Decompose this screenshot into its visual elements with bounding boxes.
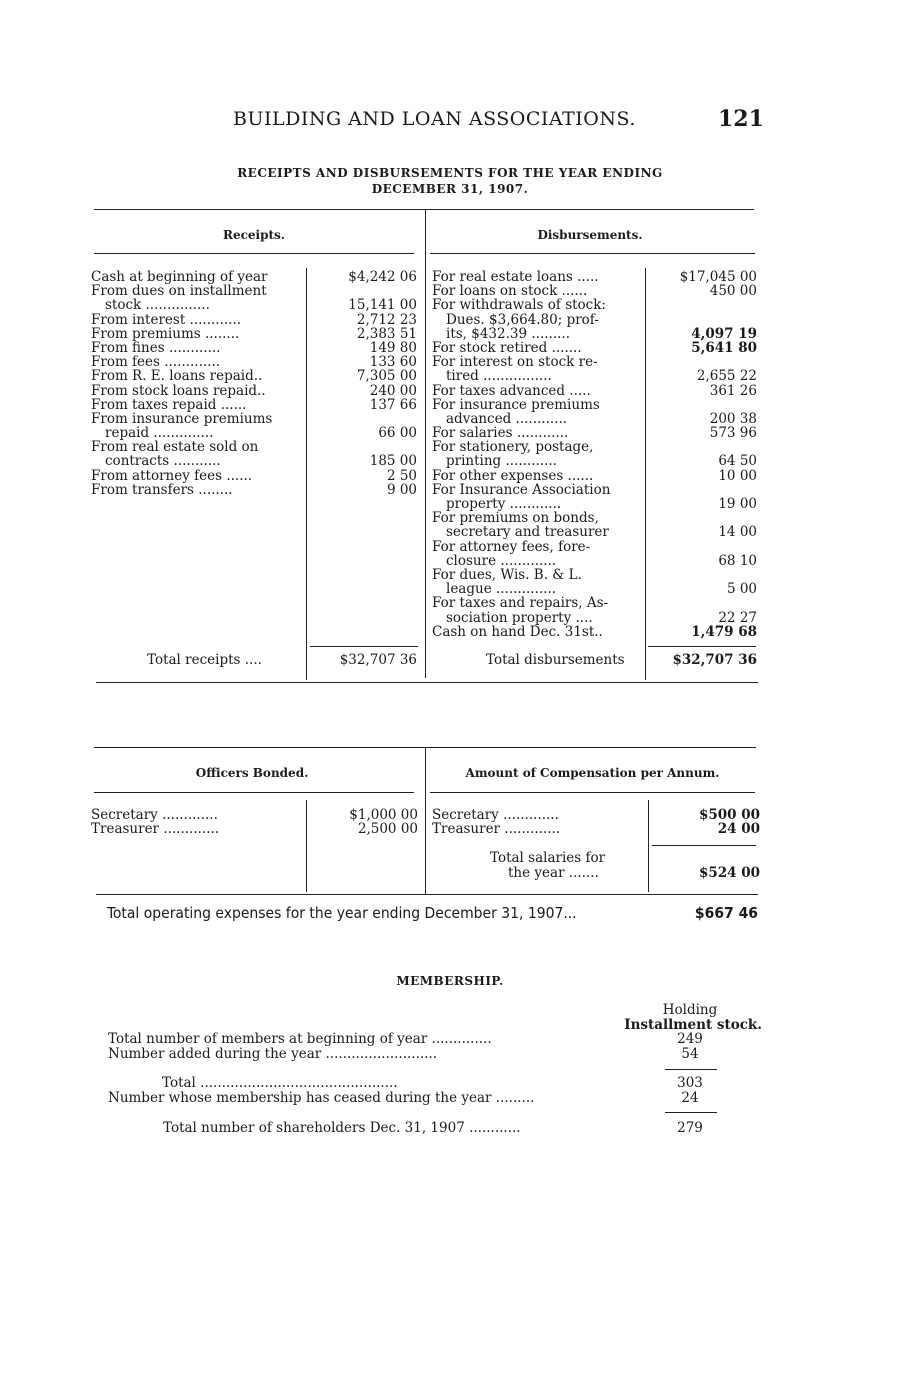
compensation-total-rule: [652, 845, 756, 846]
page-number: 121: [718, 106, 764, 132]
shareholders-value: 279: [677, 1120, 703, 1136]
disbursement-row: sociation property .... 22 27: [446, 609, 757, 626]
table-center-divider: [425, 210, 426, 678]
operating-expenses-amount: $667 46: [694, 904, 758, 922]
disbursement-row: For salaries ............ 573 96: [432, 425, 757, 442]
disbursement-row: For real estate loans ..... $17,045 00: [432, 269, 757, 285]
disbursements-rows: [432, 270, 757, 639]
disbursement-row: Cash on hand Dec. 31st.. 1,479 68: [432, 623, 757, 640]
receipt-row: From transfers ........ 9 00: [91, 481, 417, 498]
disbursements-total-label: Total disbursements: [486, 652, 625, 668]
compensation-row: Treasurer ............. 24 00: [432, 821, 760, 838]
membership-col-head-2: Installment stock.: [624, 1017, 762, 1033]
disbursement-row: printing ............ 64 50: [446, 453, 757, 470]
membership-total-label: Total ..............................................: [162, 1075, 398, 1091]
compensation-heading: Amount of Compensation per Annum.: [465, 766, 720, 780]
receipt-row: From real estate sold on: [91, 440, 259, 455]
receipt-row: From stock loans repaid.. 240 00: [91, 382, 417, 399]
compensation-total-amount: $524 00: [698, 865, 760, 881]
receipts-total-label: Total receipts ....: [147, 652, 262, 668]
disbursement-row: For loans on stock ...... 450 00: [432, 283, 757, 300]
membership-total-value: 303: [677, 1075, 703, 1091]
membership-ceased-label: Number whose membership has ceased during the year .........: [108, 1090, 535, 1106]
operating-expenses-label: Total operating expenses for the year ending December 31, 1907...: [107, 904, 577, 922]
officers-bottom-rule: [96, 894, 758, 895]
receipt-row: From attorney fees ...... 2 50: [91, 467, 417, 484]
membership-subtotal-rule: [665, 1069, 717, 1070]
disbursements-heading: Disbursements.: [537, 228, 643, 242]
receipt-row: From R. E. loans repaid.. 7,305 00: [91, 368, 417, 385]
disbursement-row: For interest on stock re-: [432, 355, 598, 370]
disbursement-row: For attorney fees, fore-: [432, 539, 591, 554]
receipt-row: From fees ............. 133 60: [91, 354, 417, 371]
membership-final-rule: [665, 1112, 717, 1113]
receipts-heading: Receipts.: [223, 228, 285, 242]
disbursement-row: league .............. 5 00: [446, 581, 757, 598]
disbursement-row: For taxes advanced ..... 361 26: [432, 382, 757, 399]
officers-bonded-heading: Officers Bonded.: [195, 766, 309, 780]
compensation-row: Secretary ............. $500 00: [432, 807, 760, 823]
receipt-row: From premiums ........ 2,383 51: [91, 325, 417, 342]
membership-row-label: Number added during the year ..........................: [108, 1046, 438, 1062]
receipt-row: From interest ............ 2,712 23: [91, 311, 417, 328]
disbursement-row: tired ................ 2,655 22: [446, 368, 757, 385]
receipt-row: Cash at beginning of year $4,242 06: [91, 269, 417, 285]
disbursement-row: For dues, Wis. B. & L.: [432, 567, 582, 583]
shareholders-label: Total number of shareholders Dec. 31, 1907 ............: [163, 1120, 521, 1136]
disbursements-heading-rule: [430, 253, 755, 254]
receipt-row: contracts ........... 185 00: [105, 453, 417, 470]
receipt-row: From insurance premiums: [91, 411, 273, 427]
disbursement-row: closure ............. 68 10: [446, 552, 757, 569]
running-header-title: BUILDING AND LOAN ASSOCIATIONS.: [233, 108, 636, 130]
disbursement-row: secretary and treasurer 14 00: [446, 524, 757, 541]
membership-row-value: 54: [681, 1046, 699, 1062]
table-caption-line-1: RECEIPTS AND DISBURSEMENTS FOR THE YEAR ENDING: [237, 166, 663, 180]
receipt-row: stock ............... 15,141 00: [105, 297, 417, 314]
receipt-row: From fines ............ 149 80: [91, 339, 417, 356]
table-top-rule: [94, 209, 754, 210]
officers-center-divider: [425, 748, 426, 894]
membership-ceased-value: 24: [681, 1090, 699, 1106]
disbursement-row: Dues. $3,664.80; prof-: [446, 312, 599, 327]
disbursement-row: For stationery, postage,: [432, 440, 594, 455]
disbursement-row: For withdrawals of stock:: [432, 298, 606, 313]
compensation-rows: [432, 808, 760, 836]
disbursement-row: For stock retired ....... 5,641 80: [432, 339, 757, 356]
officers-rows: [91, 808, 418, 836]
membership-heading: MEMBERSHIP.: [396, 974, 504, 988]
receipt-row: From dues on installment: [91, 284, 267, 299]
officer-row: Treasurer ............. 2,500 00: [91, 821, 418, 838]
membership-col-head-1: Holding: [662, 1002, 718, 1018]
officers-heading-rule: [94, 792, 414, 793]
disbursements-total-rule: [648, 646, 756, 647]
membership-row-label: Total number of members at beginning of year ..............: [108, 1031, 492, 1047]
receipts-total-amount: $32,707 36: [339, 652, 417, 668]
disbursement-row: For Insurance Association: [432, 482, 611, 498]
disbursement-row: advanced ............ 200 38: [446, 410, 757, 427]
disbursements-total-amount: $32,707 36: [672, 652, 757, 668]
disbursement-row: For premiums on bonds,: [432, 511, 599, 526]
disbursement-row: its, $432.39 ......... 4,097 19: [446, 325, 757, 342]
receipt-row: repaid .............. 66 00: [105, 425, 417, 442]
receipts-heading-rule: [94, 253, 414, 254]
receipts-total-rule: [310, 646, 418, 647]
disbursement-row: For insurance premiums: [432, 397, 600, 412]
table-bottom-rule: [96, 682, 758, 683]
compensation-heading-rule: [430, 792, 755, 793]
receipt-row: From taxes repaid ...... 137 66: [91, 396, 417, 413]
receipts-rows: [91, 270, 417, 497]
disbursement-row: For taxes and repairs, As-: [432, 596, 609, 611]
membership-row-value: 249: [677, 1031, 703, 1047]
compensation-total-label-1: Total salaries for: [490, 850, 606, 866]
table-caption-line-2: DECEMBER 31, 1907.: [371, 182, 529, 196]
officer-row: Secretary ............. $1,000 00: [91, 807, 418, 823]
disbursement-row: For other expenses ...... 10 00: [432, 467, 757, 484]
disbursement-row: property ............ 19 00: [446, 496, 757, 512]
compensation-total-label-2: the year .......: [508, 865, 599, 881]
